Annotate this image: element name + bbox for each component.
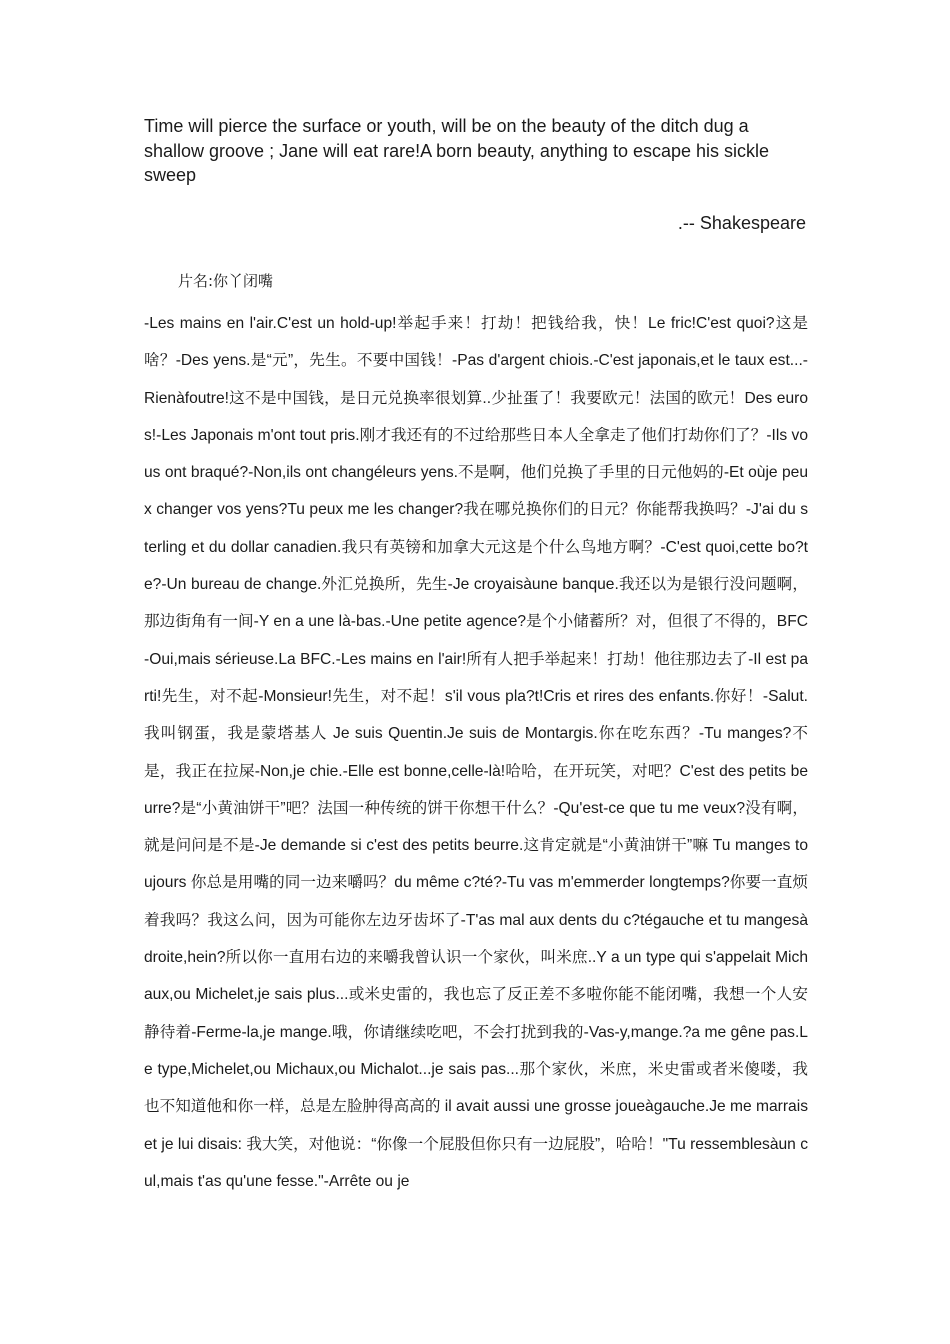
epigraph-attribution: .-- Shakespeare [677, 213, 806, 233]
dialogue-transcript: -Les mains en l'air.C'est un hold-up!举起手来！打劫！把钱给我，快！Le fric!C'est quoi?这是啥？-Des yens.是“元”，先生。不要中国钱！-Pas d'argent chiois.-C'est japonais,et le taux est...-Rienàfoutre!这不是中国钱，是日元兑换率很划算..少扯蛋了！我要欧元！法国的欧元！Des euros!-Les Japonais m'ont tout pris.刚才我还有的不过给那些日本人全拿走了他们打劫你们了？-Ils vous ont braqué?-Non,ils ont changéleurs yens.不是啊，他们兑换了手里的日元他妈的-Et oùje peux changer vos yens?Tu peux me les changer?我在哪兑换你们的日元？你能帮我换吗？-J'ai du sterling et du dollar canadien.我只有英镑和加拿大元这是个什么鸟地方啊？-C'est quoi,cette bo?te?-Un bureau de change.外汇兑换所，先生-Je croyaisàune banque.我还以为是银行没问题啊，那边街角有一间-Y en a une là-bas.-Une petite agence?是个小储蓄所？对，但很了不得的，BFC-Oui,mais sérieuse.La BFC.-Les mains en l'air!所有人把手举起来！打劫！他往那边去了-Il est parti!先生，对不起-Monsieur!先生，对不起！s'il vous pla?t!Cris et rires des enfants.你好！-Salut.我叫钢蛋，我是蒙塔基人 Je suis Quentin.Je suis de Montargis.你在吃东西？-Tu manges?不是，我正在拉屎-Non,je chie.-Elle est bonne,celle-là!哈哈，在开玩笑，对吧？C'est des petits beurre?是“小黄油饼干”吧？法国一种传统的饼干你想干什么？-Qu'est-ce que tu me veux?没有啊，就是问问是不是-Je demande si c'est des petits beurre.这肯定就是“小黄油饼干”嘛 Tu manges toujours 你总是用嘴的同一边来嚼吗？du même c?té?-Tu vas m'emmerder longtemps?你要一直烦着我吗？我这么问，因为可能你左边牙齿坏了-T'as mal aux dents du c?tégauche et tu mangesàdroite,hein?所以你一直用右边的来嚼我曾认识一个家伙，叫米庶..Y a un type qui s'appelait Michaux,ou Michelet,je sais plus...或米史雷的，我也忘了反正差不多啦你能不能闭嘴，我想一个人安静待着-Ferme-la,je mange.哦，你请继续吃吧，不会打扰到我的-Vas-y,mange.?a me gêne pas.Le type,Michelet,ou Michaux,ou Michalot...je sais pas...那个家伙，米庶，米史雷或者米傻喽，我也不知道他和你一样，总是左脸肿得高高的 il avait aussi une grosse joueàgauche.Je me marrais et je lui disais: 我大笑，对他说：“你像一个屁股但你只有一边屁股”，哈哈！"Tu ressemblesàun cul,mais t'as qu'une fesse."-Arrête ou je [144, 315, 808, 1190]
film-title: 片名:你丫闭嘴 [178, 272, 274, 290]
epigraph-quote: Time will pierce the surface or youth, will be on the beauty of the ditch dug a shallow groove ; Jane will eat rare!A born beauty, anything to escape his sickle sweep [144, 116, 770, 185]
